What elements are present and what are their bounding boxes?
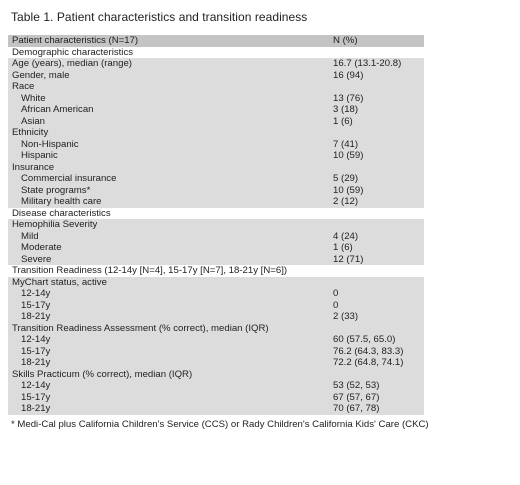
table-row [8, 277, 424, 289]
row-label: Race [12, 81, 35, 92]
row-label: 15-17y [21, 345, 51, 357]
table-row [8, 208, 424, 220]
row-label: 12-14y [21, 334, 51, 345]
table-footnote: * Medi-Cal plus California Children's Service (CCS) or Rady Children's California Kids' Care (CKC) [11, 419, 429, 430]
row-label: White [21, 92, 46, 104]
row-value: 1 (6) [333, 242, 353, 253]
row-value: 53 (52, 53) [333, 380, 380, 391]
row-value: 2 (33) [333, 311, 359, 322]
row-label: Asian [21, 115, 45, 127]
table-row [8, 380, 424, 392]
row-label: Ethnicity [12, 127, 49, 138]
row-label: Moderate [21, 242, 62, 253]
table-row [8, 93, 424, 105]
row-value: 16.7 (13.1-20.8) [333, 58, 402, 69]
row-label: Age (years), median (range) [12, 58, 132, 69]
table-row [8, 369, 424, 381]
row-value: 60 (57.5, 65.0) [333, 334, 396, 345]
table-row [8, 254, 424, 266]
table-row [8, 81, 424, 93]
row-label: Non-Hispanic [21, 138, 79, 150]
row-label: Severe [21, 253, 52, 265]
table-row [8, 403, 424, 415]
row-value: 10 (59) [333, 184, 364, 196]
table-row [8, 300, 424, 312]
row-value: 72.2 (64.8, 74.1) [333, 357, 404, 368]
row-label: 12-14y [21, 380, 51, 391]
table-row [8, 242, 424, 254]
row-label: Transition Readiness (12-14y [N=4], 15-17y [N=7], 18-21y [N=6]) [12, 265, 288, 276]
row-label: Hemophilia Severity [12, 219, 98, 230]
table-row [8, 116, 424, 128]
table-row [8, 323, 424, 335]
table-title: Table 1. Patient characteristics and transition readiness [11, 10, 308, 24]
row-label: African American [21, 104, 94, 115]
row-value: 70 (67, 78) [333, 403, 380, 414]
table-row [8, 334, 424, 346]
row-label: Disease characteristics [12, 207, 111, 219]
row-value: 10 (59) [333, 150, 364, 161]
table-row [8, 196, 424, 208]
row-label: 18-21y [21, 403, 51, 414]
table-row [8, 265, 424, 277]
row-label: Mild [21, 230, 39, 242]
header-value: N (%) [333, 35, 358, 46]
patient-characteristics-table [8, 35, 424, 415]
row-label: Insurance [12, 161, 55, 173]
row-value: 0 [333, 299, 339, 311]
table-row [8, 185, 424, 197]
row-value: 67 (57, 67) [333, 391, 380, 403]
row-label: 15-17y [21, 391, 51, 403]
table-row [8, 127, 424, 139]
row-value: 12 (71) [333, 253, 364, 265]
row-value: 7 (41) [333, 138, 359, 150]
table-row [8, 104, 424, 116]
row-label: Skills Practicum (% correct), median (IQR) [12, 368, 193, 380]
row-value: 4 (24) [333, 230, 359, 242]
table-header-row [8, 35, 424, 47]
table-row [8, 288, 424, 300]
row-label: Gender, male [12, 69, 70, 81]
header-label: Patient characteristics (N=17) [12, 35, 139, 46]
table-row [8, 231, 424, 243]
row-value: 0 [333, 288, 339, 299]
row-label: Demographic characteristics [12, 46, 134, 58]
row-label: MyChart status, active [12, 276, 107, 288]
row-label: Hispanic [21, 150, 58, 161]
table-row [8, 311, 424, 323]
table-row [8, 47, 424, 59]
row-label: Military health care [21, 196, 102, 207]
table-row [8, 139, 424, 151]
row-label: Transition Readiness Assessment (% correct), median (IQR) [12, 322, 269, 334]
row-value: 76.2 (64.3, 83.3) [333, 345, 404, 357]
row-value: 3 (18) [333, 104, 359, 115]
row-value: 1 (6) [333, 115, 353, 127]
row-value: 16 (94) [333, 69, 364, 81]
row-value: 13 (76) [333, 92, 364, 104]
table-row [8, 58, 424, 70]
table-body [8, 47, 424, 415]
table-row [8, 173, 424, 185]
table-row [8, 219, 424, 231]
row-label: 12-14y [21, 288, 51, 299]
table-row [8, 357, 424, 369]
table-row [8, 346, 424, 358]
table-row [8, 392, 424, 404]
table-row [8, 162, 424, 174]
row-label: Commercial insurance [21, 173, 117, 184]
row-label: 18-21y [21, 357, 51, 368]
row-label: State programs* [21, 184, 91, 196]
row-label: 15-17y [21, 299, 51, 311]
table-row [8, 150, 424, 162]
table-row [8, 70, 424, 82]
row-label: 18-21y [21, 311, 51, 322]
row-value: 5 (29) [333, 173, 359, 184]
row-value: 2 (12) [333, 196, 359, 207]
